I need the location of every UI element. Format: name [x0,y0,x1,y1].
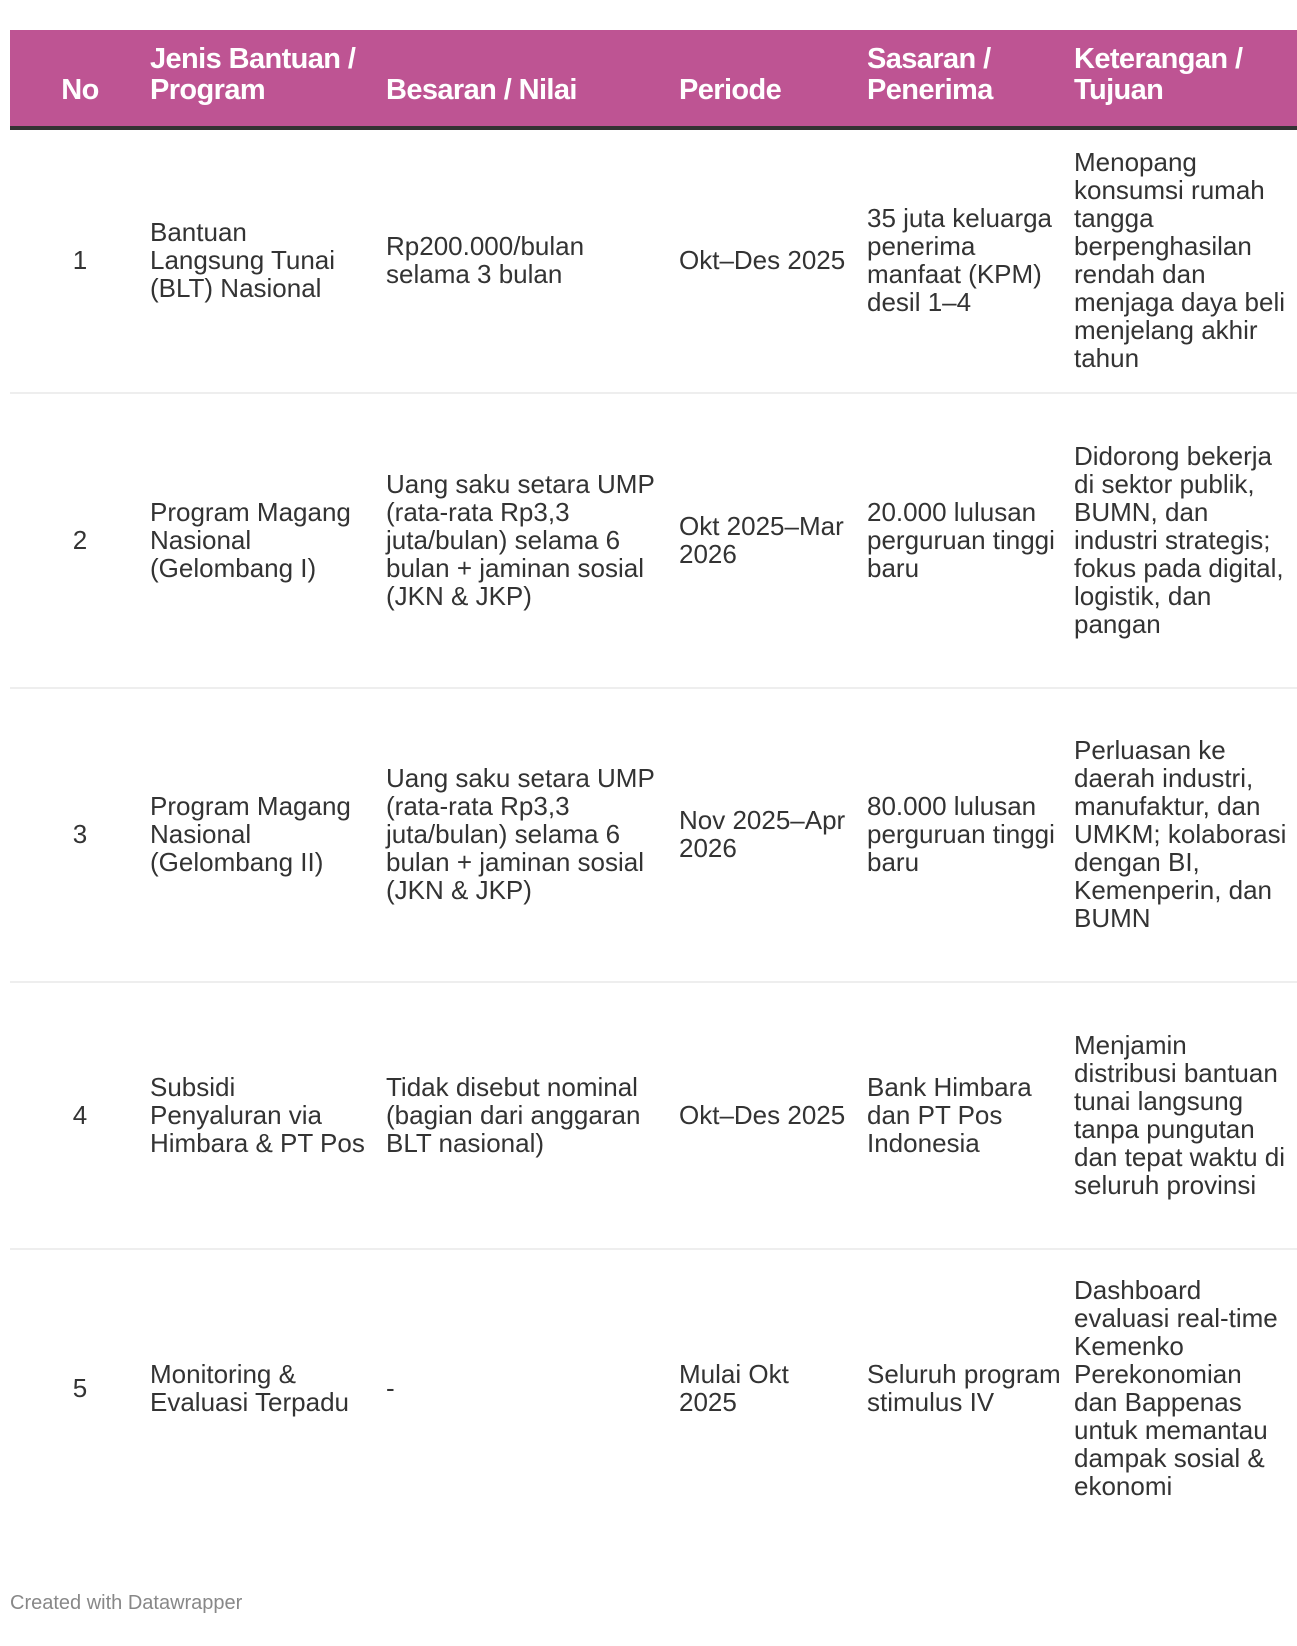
table-row [10,128,1297,393]
cell-jenis: Monitoring & Evaluasi Terpadu [150,1359,349,1417]
cell-no: 1 [10,128,150,393]
cell-keterangan: Menopang konsumsi rumah tangga berpenghasilan rendah dan menjaga daya beli menjelang akhir tahun [1074,128,1297,393]
column-header-jenis[interactable]: Jenis Bantuan / Program [150,30,378,128]
cell-periode: Okt–Des 2025 [673,982,860,1249]
cell-sasaran: 80.000 lulusan perguruan tinggi baru [860,688,1074,982]
cell-periode: Okt–Des 2025 [673,128,860,393]
cell-sasaran: 20.000 lulusan perguruan tinggi baru [860,393,1074,688]
cell-sasaran: Bank Himbara dan PT Pos Indonesia [860,982,1074,1249]
footer-credit[interactable]: Created with Datawrapper [10,1592,243,1614]
cell-periode: Nov 2025–Apr 2026 [673,688,860,982]
cell-besaran: Rp200.000/bulan selama 3 bulan [378,128,673,393]
table-row [10,688,1297,982]
table-row [10,393,1297,688]
cell-jenis: Program Magang Nasional (Gelombang I) [150,393,378,688]
table-header [10,30,1297,128]
cell-no: 2 [10,393,150,688]
cell-jenis: Program Magang Nasional (Gelombang II) [150,688,378,982]
cell-jenis: Subsidi Penyaluran via Himbara & PT Pos [150,982,378,1249]
cell-sasaran: 35 juta keluarga penerima manfaat (KPM) desil 1–4 [860,128,1074,393]
cell-keterangan: Menjamin distribusi bantuan tunai langsung tanpa pungutan dan tepat waktu di seluruh provinsi [1074,982,1297,1249]
program-table [10,30,1297,1528]
cell-besaran: Uang saku setara UMP (rata-rata Rp3,3 juta/bulan) selama 6 bulan + jaminan sosial (JKN & JKP) [378,393,673,688]
cell-no: 3 [10,688,150,982]
column-header-no[interactable]: No [10,30,150,128]
header-row [10,30,1297,128]
cell-periode: Okt 2025–Mar 2026 [673,393,860,688]
table-row [10,982,1297,1249]
cell-besaran: Uang saku setara UMP (rata-rata Rp3,3 juta/bulan) selama 6 bulan + jaminan sosial (JKN & JKP) [378,688,673,982]
cell-periode: Mulai Okt 2025 [679,1359,789,1417]
program-table-container [10,30,1287,1528]
column-header-periode[interactable]: Periode [673,30,860,128]
cell-keterangan: Didorong bekerja di sektor publik, BUMN, dan industri strategis; fokus pada digital, logistik, dan pangan [1074,393,1297,688]
cell-keterangan: Dashboard evaluasi real-time Kemenko Perekonomian dan Bappenas untuk memantau dampak sosial & ekonomi [1074,1275,1278,1501]
cell-sasaran: Seluruh program stimulus IV [867,1359,1061,1417]
cell-besaran: Tidak disebut nominal (bagian dari anggaran BLT nasional) [378,982,673,1249]
table-body [10,128,1297,1528]
column-header-sasaran[interactable]: Sasaran / Penerima [860,30,1074,128]
table-row [10,1249,1297,1528]
column-header-keterangan[interactable]: Keterangan / Tujuan [1074,30,1297,128]
cell-keterangan: Perluasan ke daerah industri, manufaktur, dan UMKM; kolaborasi dengan BI, Kemenperin, dan BUMN [1074,688,1297,982]
cell-jenis: Bantuan Langsung Tunai (BLT) Nasional [150,128,378,393]
column-header-besaran[interactable]: Besaran / Nilai [378,30,673,128]
cell-besaran: - [386,1373,395,1403]
cell-no: 4 [10,982,150,1249]
cell-no: 5 [72,1373,88,1403]
